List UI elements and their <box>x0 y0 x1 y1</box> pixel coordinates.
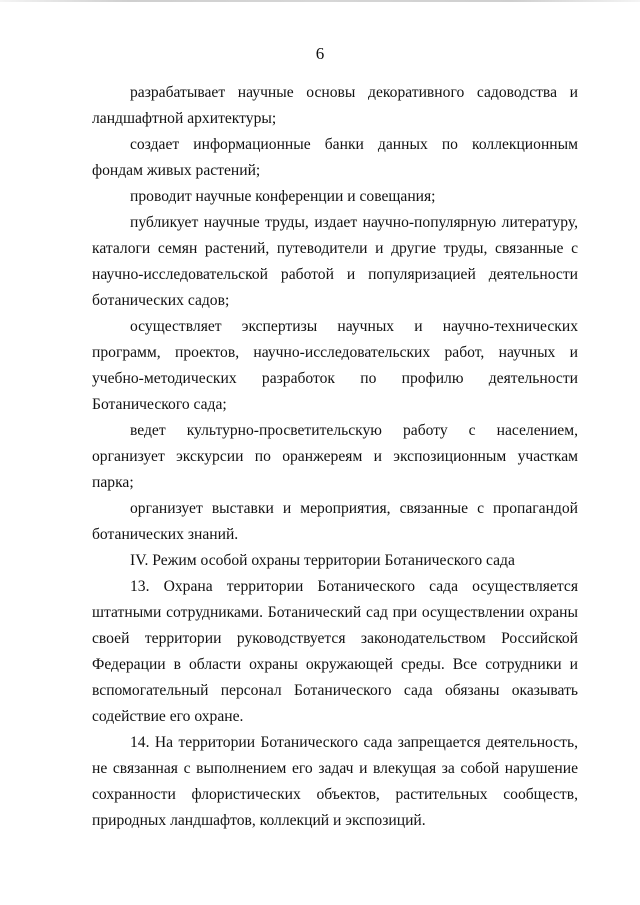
paragraph-scientific-foundations: разрабатывает научные основы декоративного садоводства и ландшафтной архитектуры; <box>92 84 578 127</box>
scan-top-edge <box>0 0 640 2</box>
paragraph-exhibitions: организует выставки и мероприятия, связанные с пропагандой ботанических знаний. <box>92 500 578 543</box>
paragraph-item-13: 13. Охрана территории Ботанического сада осуществляется штатными сотрудниками. Ботанический сад при осуществлении охраны своей территории руководствуется законодательством Российской Федерации в области охраны окружающей среды. Все сотрудники и вспомогательный персонал Ботанического сада обязаны оказывать содействие его охране. <box>92 578 578 725</box>
paragraph-cultural-work: ведет культурно-просветительскую работу с населением, организует экскурсии по оранжереям и экспозиционным участкам парка; <box>92 422 578 491</box>
section-heading: IV. Режим особой охраны территории Ботанического сада <box>130 552 515 569</box>
paragraph-conferences: проводит научные конференции и совещания; <box>130 188 436 205</box>
document-body <box>92 80 578 834</box>
page-number: 6 <box>315 44 325 63</box>
paragraph-publications: публикует научные труды, издает научно-популярную литературу, каталоги семян растений, путеводители и другие труды, связанные с научно-исследовательской работой и популяризацией деятельности ботанических садов; <box>92 214 578 309</box>
paragraph-item-14: 14. На территории Ботанического сада запрещается деятельность, не связанная с выполнением его задач и влекущая за собой нарушение сохранности флористических объектов, растительных сообществ, природных ландшафтов, коллекций и экспозиций. <box>92 734 578 829</box>
paragraph-data-banks: создает информационные банки данных по коллекционным фондам живых растений; <box>92 136 578 179</box>
paragraph-expertise: осуществляет экспертизы научных и научно-технических программ, проектов, научно-исследовательских работ, научных и учебно-методических разработок по профилю деятельности Ботанического сада; <box>92 318 578 413</box>
